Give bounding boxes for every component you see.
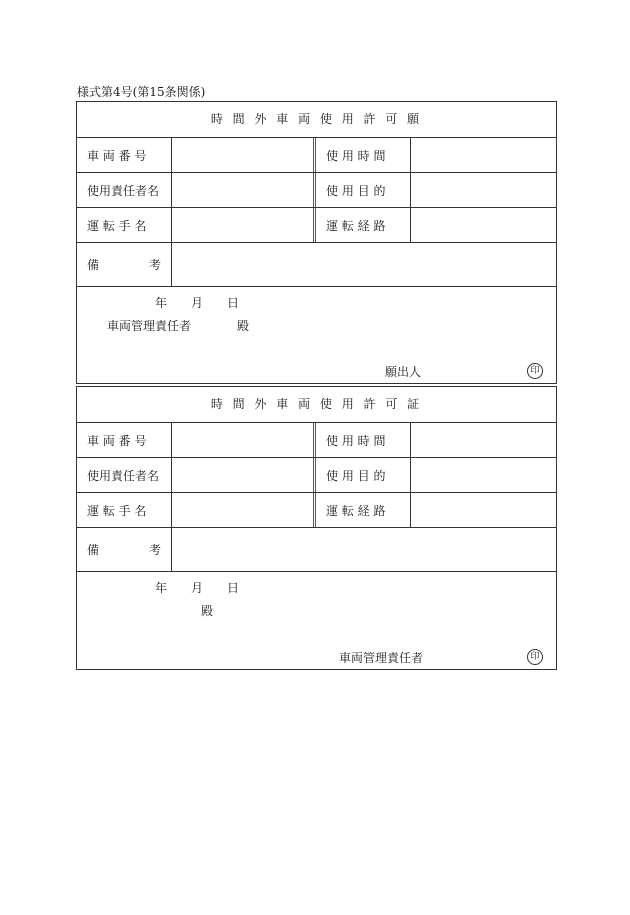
field-usage-purpose[interactable]: [411, 173, 556, 207]
honorific: 殿: [201, 604, 214, 618]
label-remarks-a: 備: [87, 543, 100, 557]
label-remarks-b: 考: [148, 258, 161, 272]
field-remarks[interactable]: [172, 243, 556, 286]
permit-signature-area: [77, 572, 556, 670]
date-month: 月: [191, 581, 204, 595]
label-driving-route: 運 転 経 路: [316, 493, 411, 527]
label-remarks: [77, 243, 172, 286]
application-title: 時 間 外 車 両 使 用 許 可 願: [77, 102, 556, 138]
permit-row-remarks: [77, 528, 556, 572]
field-remarks[interactable]: [172, 528, 556, 571]
label-responsible-person: 使用責任者名: [77, 173, 172, 207]
seal-icon: 印: [527, 649, 543, 665]
field-vehicle-number[interactable]: [172, 138, 316, 172]
application-row-driver: [77, 208, 556, 243]
honorific: 殿: [237, 319, 250, 333]
date-day: 日: [227, 581, 240, 595]
issuer-label: 車両管理責任者: [339, 651, 424, 665]
label-usage-time: 使 用 時 間: [316, 138, 411, 172]
label-remarks: [77, 528, 172, 571]
field-driving-route[interactable]: [411, 493, 556, 527]
label-vehicle-number: 車 両 番 号: [77, 138, 172, 172]
field-usage-purpose[interactable]: [411, 458, 556, 492]
applicant-label: 願出人: [385, 365, 422, 379]
permit-row-responsible: [77, 458, 556, 493]
date-year: 年: [155, 296, 168, 310]
date-month: 月: [191, 296, 204, 310]
field-vehicle-number[interactable]: [172, 423, 316, 457]
date-year: 年: [155, 581, 168, 595]
form-number: 様式第4号(第15条関係): [77, 85, 206, 99]
application-row-vehicle: [77, 138, 556, 173]
seal-icon: 印: [527, 363, 543, 379]
field-driver-name[interactable]: [172, 208, 316, 242]
application-signature-area: [77, 287, 556, 385]
label-driver-name: 運 転 手 名: [77, 493, 172, 527]
label-driving-route: 運 転 経 路: [316, 208, 411, 242]
permit-title: 時 間 外 車 両 使 用 許 可 証: [77, 387, 556, 423]
label-usage-purpose: 使 用 目 的: [316, 173, 411, 207]
field-driving-route[interactable]: [411, 208, 556, 242]
permit-row-vehicle: [77, 423, 556, 458]
addressee: 車両管理責任者: [107, 319, 192, 333]
permit-form: [76, 386, 557, 670]
application-row-responsible: [77, 173, 556, 208]
field-usage-time[interactable]: [411, 423, 556, 457]
field-responsible-person[interactable]: [172, 458, 316, 492]
application-row-remarks: [77, 243, 556, 287]
field-usage-time[interactable]: [411, 138, 556, 172]
label-remarks-b: 考: [148, 543, 161, 557]
application-form: [76, 101, 557, 384]
permit-row-driver: [77, 493, 556, 528]
label-remarks-a: 備: [87, 258, 100, 272]
label-usage-time: 使 用 時 間: [316, 423, 411, 457]
label-vehicle-number: 車 両 番 号: [77, 423, 172, 457]
date-day: 日: [227, 296, 240, 310]
field-driver-name[interactable]: [172, 493, 316, 527]
label-usage-purpose: 使 用 目 的: [316, 458, 411, 492]
label-driver-name: 運 転 手 名: [77, 208, 172, 242]
field-responsible-person[interactable]: [172, 173, 316, 207]
label-responsible-person: 使用責任者名: [77, 458, 172, 492]
